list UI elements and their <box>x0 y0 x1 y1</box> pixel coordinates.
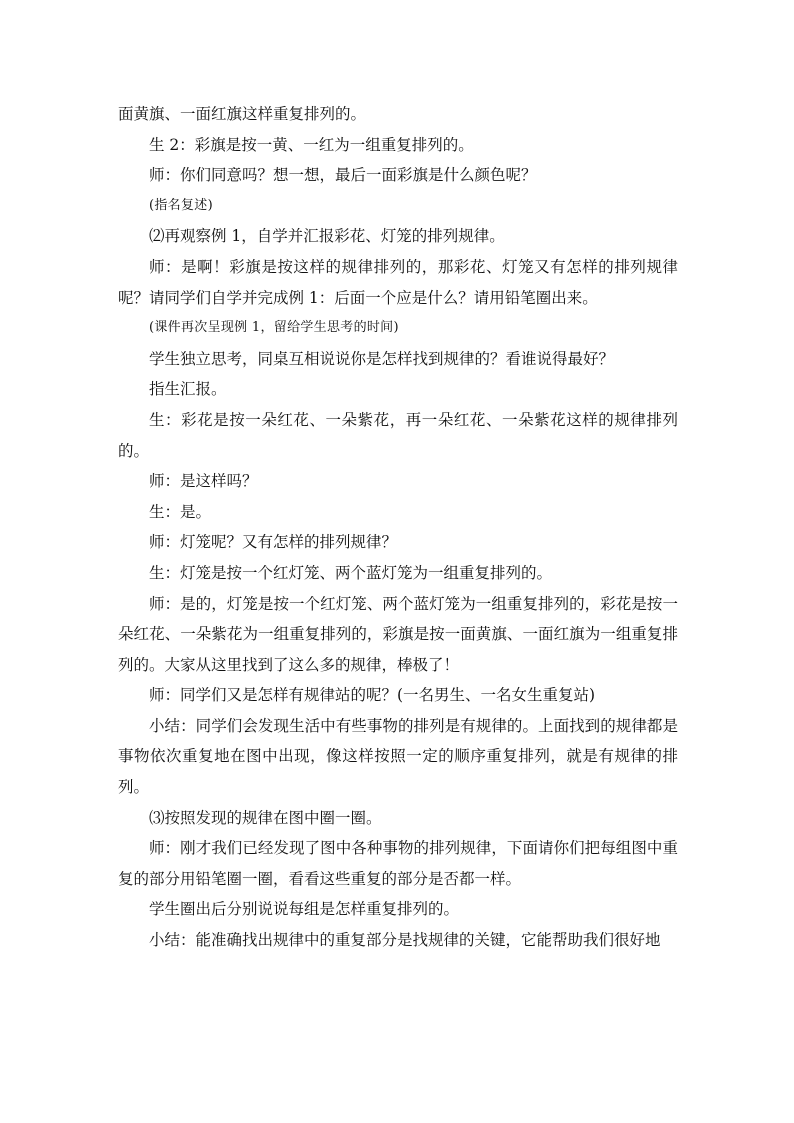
paragraph: 师：是啊！彩旗是按这样的规律排列的，那彩花、灯笼又有怎样的排列规律呢？请同学们自学并完成例 1：后面一个应是什么？请用铅笔圈出来。 <box>118 257 678 307</box>
paragraph: 生 2：彩旗是按一黄、一红为一组重复排列的。 <box>149 135 474 154</box>
paragraph: 面黄旗、一面红旗这样重复排列的。 <box>118 105 367 123</box>
paragraph: 学生独立思考，同桌互相说说你是怎样找到规律的？看谁说得最好？ <box>149 349 615 368</box>
paragraph: 生：彩花是按一朵红花、一朵紫花，再一朵红花、一朵紫花这样的规律排列的。 <box>118 410 678 460</box>
paragraph: 学生圈出后分别说说每组是怎样重复排列的。 <box>149 900 460 919</box>
paragraph: 师：灯笼呢？又有怎样的排列规律？ <box>149 533 398 552</box>
paragraph: 师：刚才我们已经发现了图中各种事物的排列规律，下面请你们把每组图中重复的部分用铅笔圈一圈，看看这些重复的部分是否都一样。 <box>118 839 678 888</box>
summary-paragraph: 小结：同学们会发现生活中有些事物的排列是有规律的。上面找到的规律都是事物依次重复地在图中出现，像这样按照一定的顺序重复排列，就是有规律的排列。 <box>118 716 678 797</box>
document-body <box>118 99 678 956</box>
paragraph: 师：你们同意吗？想一想，最后一面彩旗是什么颜色呢？ <box>149 166 537 185</box>
paragraph: 指生汇报。 <box>149 380 227 399</box>
paragraph: 师：是这样吗？ <box>149 472 258 491</box>
paragraph: 生：是。 <box>149 502 212 521</box>
paragraph: 生：灯笼是按一个红灯笼、两个蓝灯笼为一组重复排列的。 <box>149 563 553 582</box>
section-heading: ⑵再观察例 1，自学并汇报彩花、灯笼的排列规律。 <box>149 227 505 246</box>
paragraph: 师：同学们又是怎样有规律站的呢？(一名男生、一名女生重复站) <box>149 686 596 705</box>
summary-paragraph: 小结：能准确找出规律中的重复部分是找规律的关键，它能帮助我们很好地 <box>149 931 661 950</box>
section-heading: ⑶按照发现的规律在图中圈一圈。 <box>149 808 382 827</box>
stage-direction: (课件再次呈现例 1，留给学生思考的时间) <box>149 320 399 336</box>
paragraph: 师：是的，灯笼是按一个红灯笼、两个蓝灯笼为一组重复排列的，彩花是按一朵红花、一朵紫花为一组重复排列的，彩旗是按一面黄旗、一面红旗为一组重复排列的。大家从这里找到了这么多的规律，棒极了！ <box>118 594 678 674</box>
stage-direction: (指名复述) <box>149 197 213 213</box>
